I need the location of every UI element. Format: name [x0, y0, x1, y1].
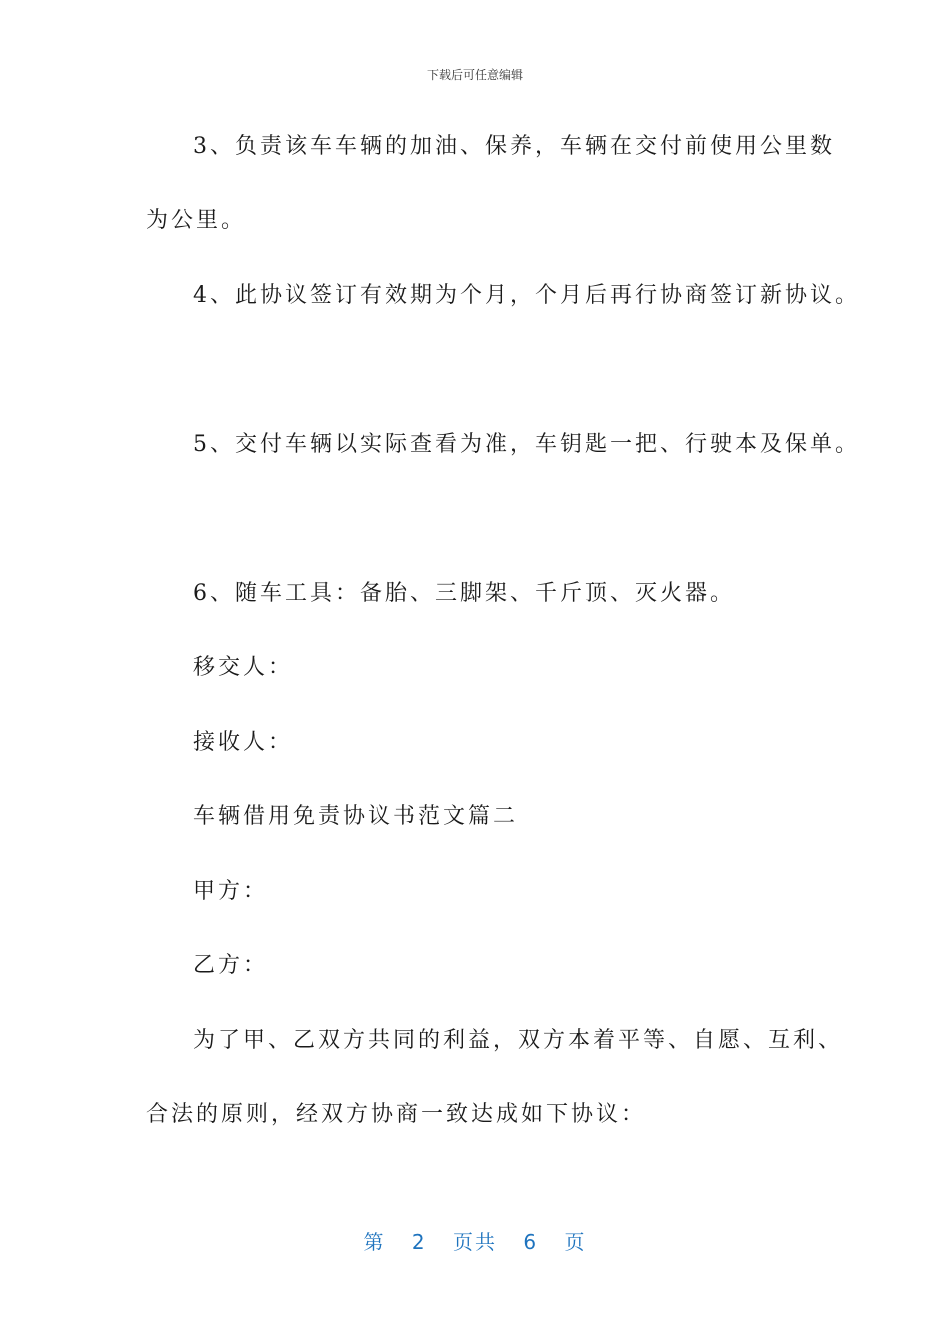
intro-paragraph-line-1: 为了甲、乙双方共同的利益，双方本着平等、自愿、互利、 [193, 1028, 844, 1053]
section-title: 车辆借用免责协议书范文篇二 [193, 804, 519, 829]
page-number-footer [0, 1226, 950, 1255]
page-header: 下载后可任意编辑 [426, 68, 523, 82]
paragraph-3-line-2: 为公里。 [146, 208, 247, 233]
paragraph-3-line-1: 3、负责该车车辆的加油、保养，车辆在交付前使用公里数 [193, 134, 835, 159]
transferor-label: 移交人： [193, 655, 294, 680]
paragraph-5: 5、交付车辆以实际查看为准，车钥匙一把、行驶本及保单。 [193, 432, 860, 457]
footer-prefix: 第 [363, 1230, 386, 1254]
footer-total-pages: 6 [523, 1230, 539, 1254]
party-b-label: 乙方： [193, 953, 269, 978]
footer-current-page: 2 [411, 1230, 427, 1254]
paragraph-4: 4、此协议签订有效期为个月，个月后再行协商签订新协议。 [193, 283, 860, 308]
party-a-label: 甲方： [193, 879, 269, 904]
paragraph-6: 6、随车工具：备胎、三脚架、千斤顶、灭火器。 [193, 581, 735, 606]
footer-suffix: 页 [564, 1230, 587, 1254]
footer-middle: 页共 [453, 1230, 497, 1254]
receiver-label: 接收人： [193, 730, 294, 755]
intro-paragraph-line-2: 合法的原则，经双方协商一致达成如下协议： [146, 1102, 647, 1127]
